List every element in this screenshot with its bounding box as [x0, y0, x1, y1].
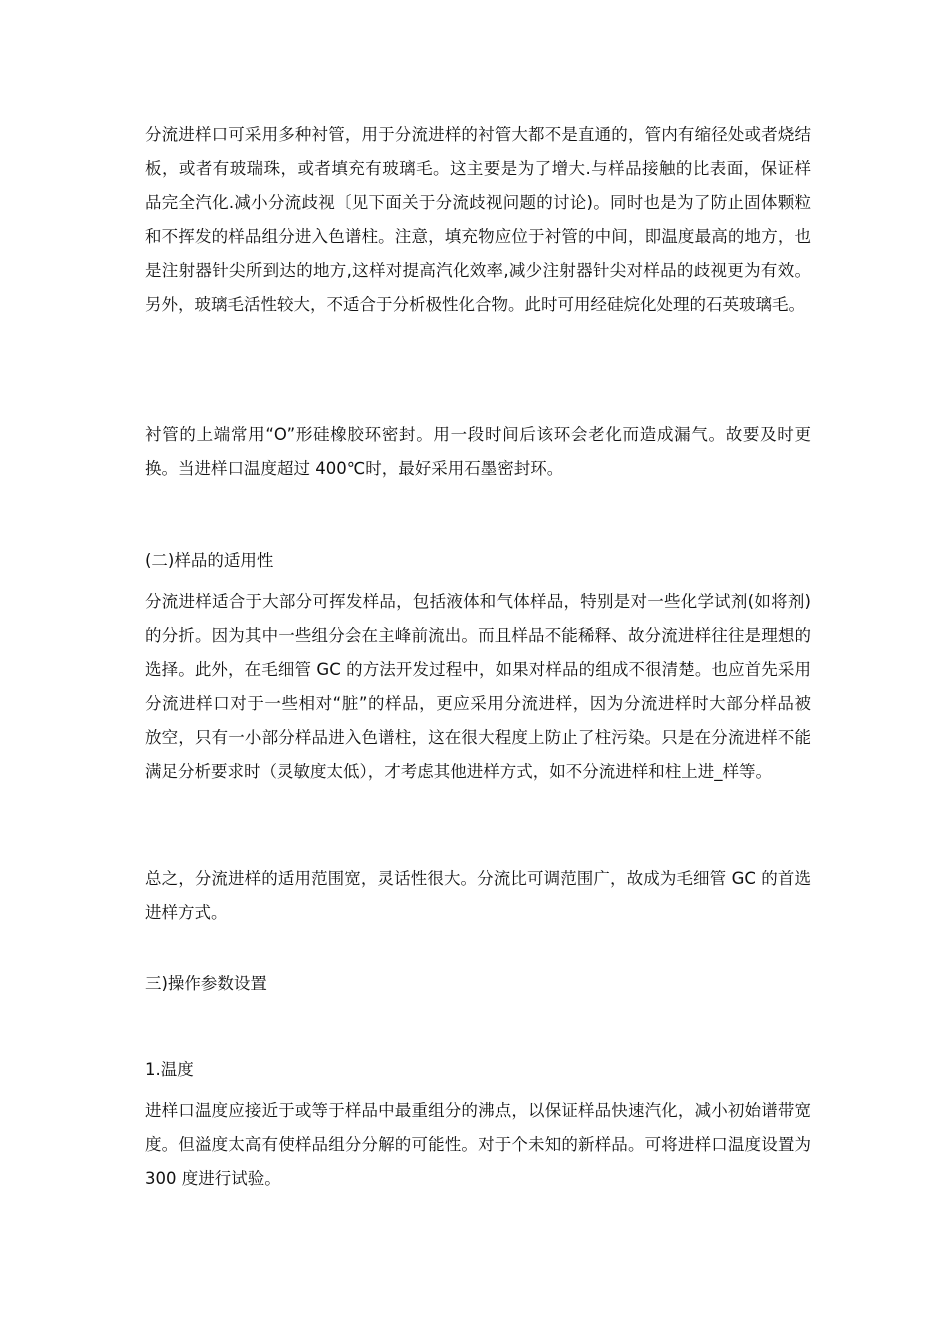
text-line: 放空，只有一小部分样品进入色谱柱，这在很大程度上防止了柱污染。只是在分流进样不能 — [145, 728, 811, 747]
text-line: 是注射器针尖所到达的地方,这样对提高汽化效率,减少注射器针尖对样品的歧视更为有效。 — [145, 261, 811, 280]
section-heading-operating-parameters: 三)操作参数设置 — [145, 974, 267, 993]
text-line: 满足分析要求时（灵敏度太低），才考虑其他进样方式，如不分流进样和柱上进_样等。 — [145, 762, 772, 781]
text-line: 换。当进样口温度超过 400℃时，最好采用石墨密封环。 — [145, 459, 564, 478]
text-line: 300 度进行试验。 — [145, 1169, 281, 1188]
text-line: 衬管的上端常用“O”形硅橡胶环密封。用一段时间后该环会老化而造成漏气。故要及时更 — [145, 425, 811, 444]
text-line: 另外，玻璃毛活性较大，不适合于分析极性化合物。此时可用经硅烷化处理的石英玻璃毛。 — [145, 295, 805, 314]
text-line: 分流进样口可采用多种衬管，用于分流进样的衬管大都不是直通的，管内有缩径处或者烧结 — [145, 125, 811, 144]
text-line: 总之，分流进样的适用范围宽，灵话性很大。分流比可调范围广，故成为毛细管 GC 的首选 — [145, 869, 811, 888]
paragraph-sample-applicability — [145, 585, 811, 789]
text-line: 进样口温度应接近于或等于样品中最重组分的沸点，以保证样品快速汽化，减小初始谱带宽 — [145, 1101, 811, 1120]
text-line: 的分折。因为其中一些组分会在主峰前流出。而且样品不能稀释、故分流进样往往是理想的 — [145, 626, 811, 645]
text-line: 进样方式。 — [145, 903, 228, 922]
paragraph-temperature — [145, 1094, 811, 1196]
paragraph-liner-seal — [145, 418, 811, 486]
text-line: 分流进样适合于大部分可挥发样品，包括液体和气体样品，特别是对一些化学试剂(如将剂) — [145, 592, 811, 611]
text-line: 选择。此外，在毛细管 GC 的方法开发过程中，如果对样品的组成不很清楚。也应首先采用 — [145, 660, 811, 679]
paragraph-summary — [145, 862, 811, 930]
paragraph-liner-types — [145, 118, 811, 322]
text-line: 度。但溢度太高有使样品组分分解的可能性。对于个未知的新样品。可将进样口温度设置为 — [145, 1135, 811, 1154]
text-line: 分流进样口对于一些相对“脏”的样品，更应采用分流进样，因为分流进样时大部分样品被 — [145, 694, 811, 713]
text-line: 板，或者有玻瑞珠，或者填充有玻璃毛。这主要是为了增大.与样品接触的比表面，保证样 — [145, 159, 811, 178]
text-line: 品完全汽化.减小分流歧视〔见下面关于分流歧视问题的讨论)。同时也是为了防止固体颗粒 — [145, 193, 811, 212]
section-heading-sample-applicability: (二)样品的适用性 — [145, 551, 274, 570]
text-line: 和不挥发的样品组分进入色谱柱。注意，填充物应位于衬管的中间，即温度最高的地方，也 — [145, 227, 811, 246]
subsection-heading-temperature: 1.温度 — [145, 1060, 194, 1079]
